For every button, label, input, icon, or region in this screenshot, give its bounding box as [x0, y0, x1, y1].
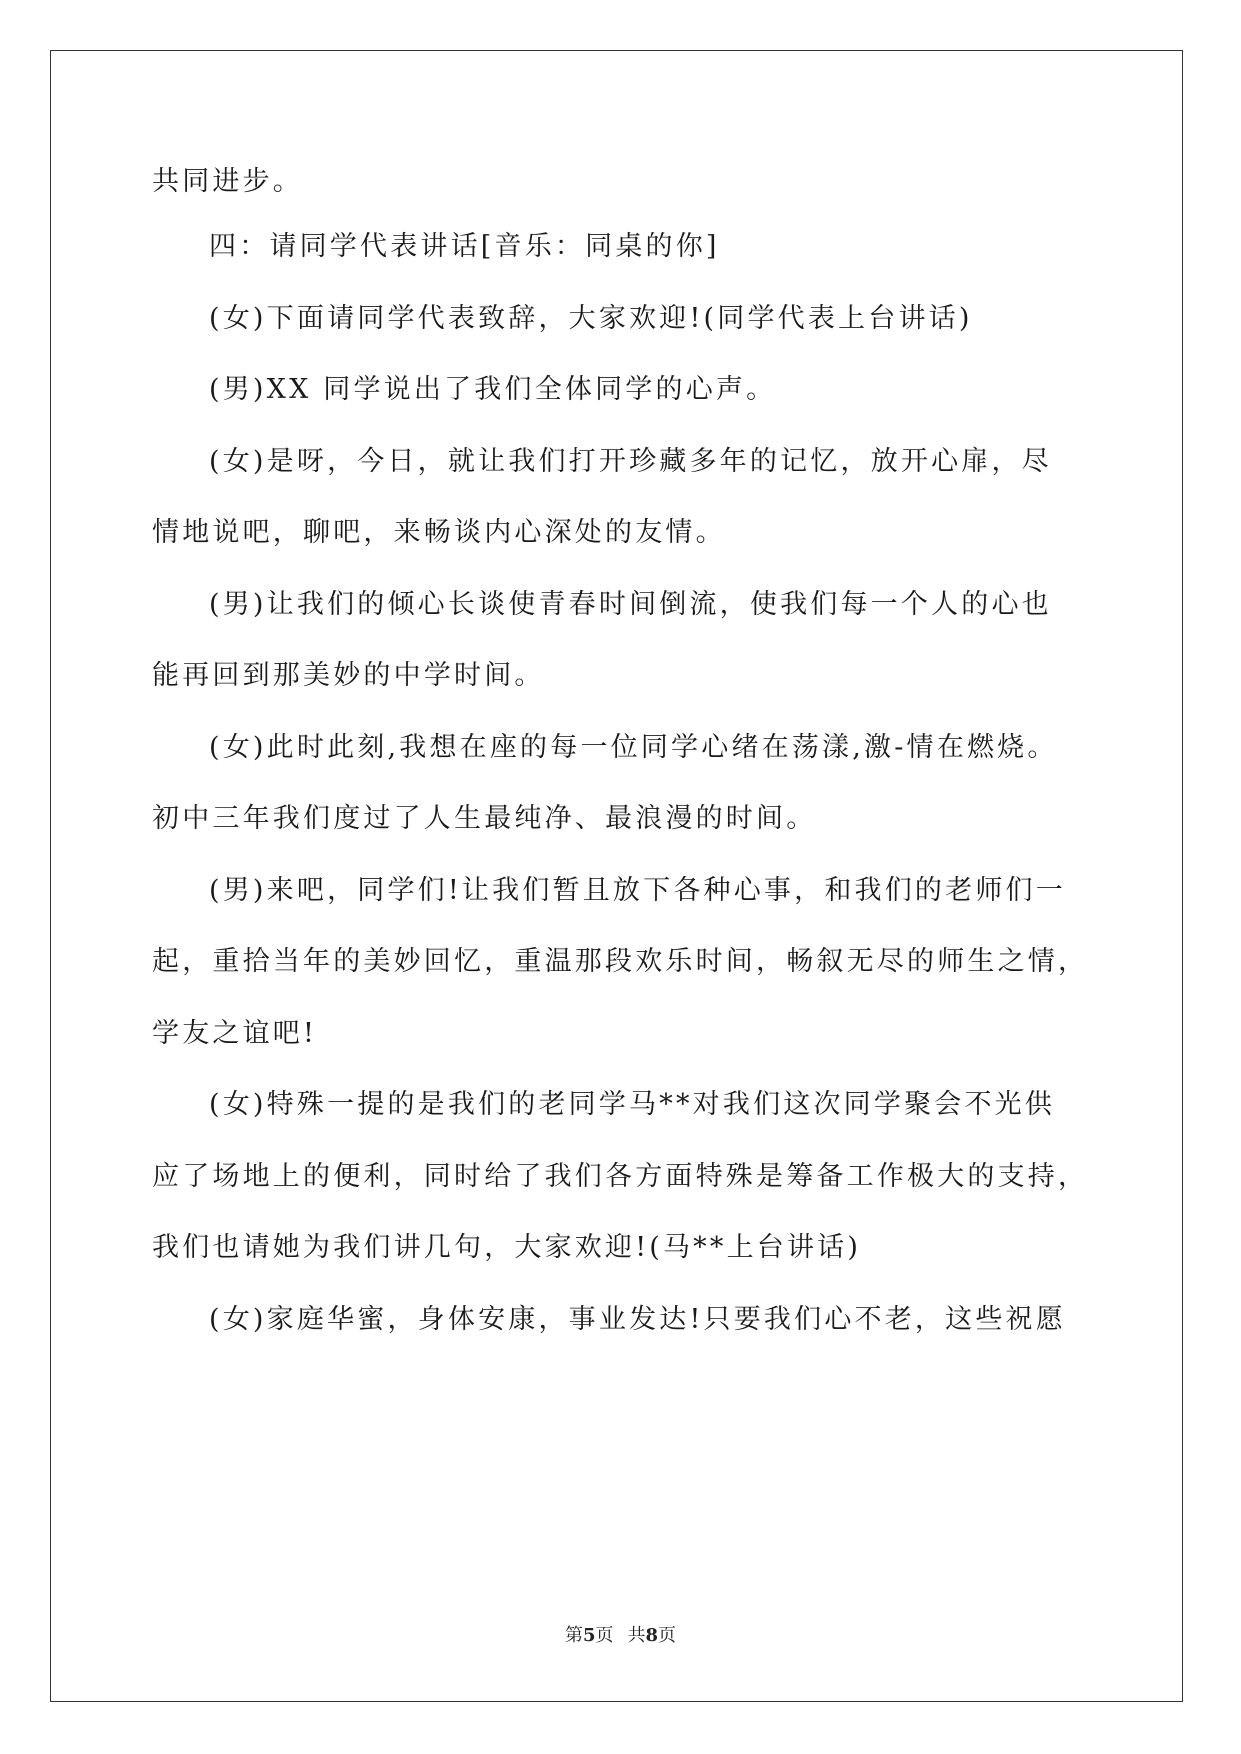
text-line: 四：请同学代表讲话[音乐：同桌的你]: [209, 231, 720, 262]
text-line: (女)特殊一提的是我们的老同学马**对我们这次同学聚会不光供: [209, 1089, 1056, 1120]
text-line: (男)XX 同学说出了我们全体同学的心声。: [209, 374, 777, 405]
text-line: (男)来吧，同学们!让我们暂且放下各种心事，和我们的老师们一: [209, 875, 1066, 906]
text-line: (女)下面请同学代表致辞，大家欢迎!(同学代表上台讲话): [209, 303, 973, 334]
text-line: (女)家庭华蜜，身体安康，事业发达!只要我们心不老，这些祝愿: [209, 1304, 1066, 1335]
text-line: (女)是呀，今日，就让我们打开珍藏多年的记忆，放开心扉，尽: [209, 446, 1052, 477]
page-suffix: 页: [595, 1625, 614, 1646]
page-number: 5: [582, 1625, 596, 1646]
text-line: 起，重拾当年的美妙回忆，重温那段欢乐时间，畅叙无尽的师生之情，: [152, 946, 1089, 977]
text-line: 共同进步。: [152, 166, 303, 197]
text-line: (男)让我们的倾心长谈使青春时间倒流，使我们每一个人的心也: [209, 589, 1052, 620]
page-prefix: 第: [564, 1625, 583, 1646]
text-line: 应了场地上的便利，同时给了我们各方面特殊是筹备工作极大的支持，: [152, 1161, 1089, 1192]
text-line: (女)此时此刻,我想在座的每一位同学心绪在荡漾,激-情在燃烧。: [209, 732, 1058, 763]
total-prefix: 共: [627, 1625, 646, 1646]
text-line: 情地说吧，聊吧，来畅谈内心深处的友情。: [152, 517, 726, 548]
text-line: 学友之谊吧!: [152, 1018, 318, 1049]
text-line: 初中三年我们度过了人生最纯净、最浪漫的时间。: [152, 803, 817, 834]
total-suffix: 页: [658, 1625, 677, 1646]
page-footer: [0, 1625, 1241, 1647]
text-line: 我们也请她为我们讲几句，大家欢迎!(马**上台讲话): [152, 1232, 862, 1263]
total-pages: 8: [645, 1625, 659, 1646]
text-line: 能再回到那美妙的中学时间。: [152, 660, 545, 691]
